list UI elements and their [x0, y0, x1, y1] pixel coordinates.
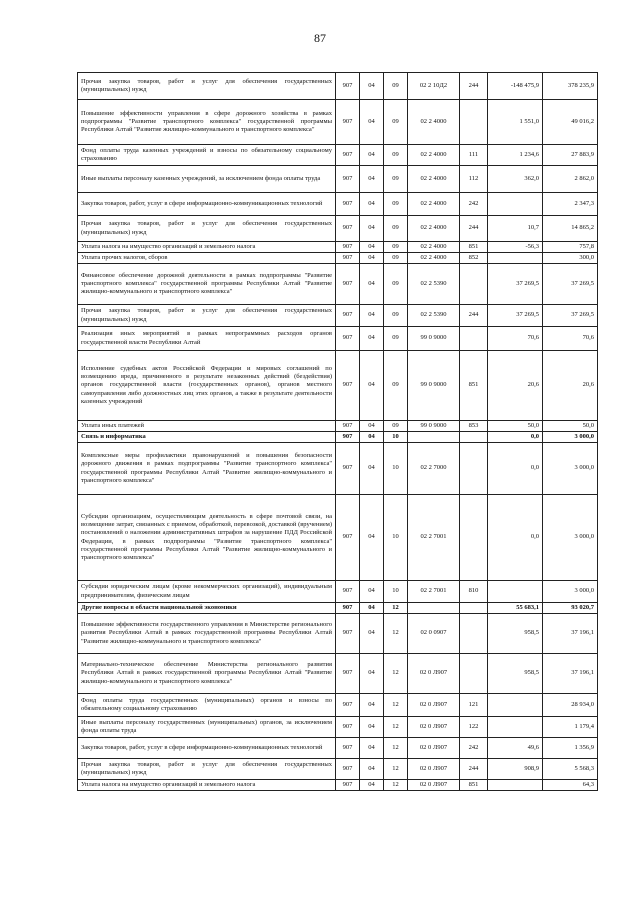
- change-amount: -148 475,9: [488, 73, 543, 100]
- expense-type-code: [460, 100, 488, 145]
- ministry-code: 907: [336, 738, 360, 759]
- expense-type-code: 121: [460, 694, 488, 717]
- change-amount: 1 551,0: [488, 100, 543, 145]
- budget-table: [77, 72, 598, 791]
- subsection-code: 09: [384, 216, 408, 242]
- target-item-code: 02 2 4000: [408, 145, 460, 166]
- table-row: [78, 443, 598, 495]
- change-amount: 362,0: [488, 166, 543, 193]
- ministry-code: 907: [336, 603, 360, 614]
- row-name: Фонд оплаты труда государственных (муниципальных) органов и взносы по обязательному социальному страхованию: [78, 694, 336, 717]
- section-code: 04: [360, 73, 384, 100]
- subsection-code: 12: [384, 717, 408, 738]
- total-amount: 3 000,0: [543, 432, 598, 443]
- target-item-code: 02 2 7001: [408, 581, 460, 603]
- ministry-code: 907: [336, 73, 360, 100]
- row-name: Иные выплаты персоналу казенных учреждений, за исключением фонда оплаты труда: [78, 166, 336, 193]
- row-name: Материально-техническое обеспечение Министерства регионального развития Республики Алтай в рамках государственной программы Республики Алтай "Развитие жилищно-коммунального и транспортного комплекса": [78, 654, 336, 694]
- expense-type-code: 122: [460, 717, 488, 738]
- table-row: [78, 100, 598, 145]
- change-amount: 49,6: [488, 738, 543, 759]
- subsection-code: 12: [384, 780, 408, 791]
- table-row: [78, 694, 598, 717]
- subsection-code: 09: [384, 253, 408, 264]
- total-amount: 37 196,1: [543, 654, 598, 694]
- table-row: [78, 432, 598, 443]
- target-item-code: 02 0 Л907: [408, 780, 460, 791]
- ministry-code: 907: [336, 100, 360, 145]
- subsection-code: 09: [384, 100, 408, 145]
- target-item-code: 02 2 4000: [408, 166, 460, 193]
- subsection-code: 09: [384, 264, 408, 305]
- ministry-code: 907: [336, 145, 360, 166]
- target-item-code: 02 0 Л907: [408, 694, 460, 717]
- total-amount: 64,3: [543, 780, 598, 791]
- expense-type-code: 851: [460, 242, 488, 253]
- ministry-code: 907: [336, 717, 360, 738]
- ministry-code: 907: [336, 581, 360, 603]
- expense-type-code: 853: [460, 421, 488, 432]
- total-amount: 2 862,0: [543, 166, 598, 193]
- table-row: [78, 253, 598, 264]
- row-name: Прочая закупка товаров, работ и услуг для обеспечения государственных (муниципальных) нужд: [78, 759, 336, 780]
- table-row: [78, 738, 598, 759]
- target-item-code: 99 0 9000: [408, 351, 460, 421]
- section-code: 04: [360, 780, 384, 791]
- row-name: Комплексные меры профилактики правонарушений и повышения безопасности дорожного движения в рамках подпрограммы "Развитие транспортного комплекса" государственной программы Республики Алтай "Развитие жилищно-коммунального и транспортного комплекса": [78, 443, 336, 495]
- section-code: 04: [360, 327, 384, 351]
- ministry-code: 907: [336, 193, 360, 216]
- expense-type-code: [460, 443, 488, 495]
- table-row: [78, 421, 598, 432]
- table-row: [78, 654, 598, 694]
- section-code: 04: [360, 581, 384, 603]
- ministry-code: 907: [336, 759, 360, 780]
- ministry-code: 907: [336, 253, 360, 264]
- section-code: 04: [360, 432, 384, 443]
- expense-type-code: [460, 432, 488, 443]
- table-row: [78, 614, 598, 654]
- subsection-code: 12: [384, 738, 408, 759]
- row-name: Закупка товаров, работ, услуг в сфере информационно-коммуникационных технологий: [78, 193, 336, 216]
- subsection-code: 12: [384, 759, 408, 780]
- total-amount: 20,6: [543, 351, 598, 421]
- target-item-code: 02 2 4000: [408, 216, 460, 242]
- change-amount: [488, 780, 543, 791]
- subsection-code: 09: [384, 305, 408, 327]
- ministry-code: 907: [336, 694, 360, 717]
- ministry-code: 907: [336, 780, 360, 791]
- expense-type-code: [460, 654, 488, 694]
- target-item-code: 99 0 9000: [408, 327, 460, 351]
- expense-type-code: 851: [460, 780, 488, 791]
- target-item-code: 02 0 Л907: [408, 717, 460, 738]
- ministry-code: 907: [336, 495, 360, 581]
- change-amount: 0,0: [488, 432, 543, 443]
- expense-type-code: 244: [460, 759, 488, 780]
- total-amount: 3 000,0: [543, 443, 598, 495]
- expense-type-code: [460, 603, 488, 614]
- total-amount: 3 000,0: [543, 581, 598, 603]
- section-code: 04: [360, 495, 384, 581]
- change-amount: 0,0: [488, 495, 543, 581]
- target-item-code: 02 2 4000: [408, 193, 460, 216]
- total-amount: 50,0: [543, 421, 598, 432]
- section-code: 04: [360, 193, 384, 216]
- expense-type-code: 244: [460, 305, 488, 327]
- total-amount: 2 347,3: [543, 193, 598, 216]
- section-code: 04: [360, 603, 384, 614]
- change-amount: 1 234,6: [488, 145, 543, 166]
- section-code: 04: [360, 717, 384, 738]
- table-row: [78, 305, 598, 327]
- total-amount: 1 179,4: [543, 717, 598, 738]
- subsection-code: 09: [384, 73, 408, 100]
- ministry-code: 907: [336, 166, 360, 193]
- row-name: Другие вопросы в области национальной экономики: [78, 603, 336, 614]
- expense-type-code: [460, 327, 488, 351]
- table-row: [78, 166, 598, 193]
- subsection-code: 09: [384, 193, 408, 216]
- subsection-code: 10: [384, 443, 408, 495]
- expense-type-code: [460, 264, 488, 305]
- target-item-code: 99 0 9000: [408, 421, 460, 432]
- row-name: Прочая закупка товаров, работ и услуг для обеспечения государственных (муниципальных) нужд: [78, 73, 336, 100]
- row-name: Прочая закупка товаров, работ и услуг для обеспечения государственных (муниципальных) нужд: [78, 216, 336, 242]
- section-code: 04: [360, 759, 384, 780]
- subsection-code: 12: [384, 694, 408, 717]
- expense-type-code: 242: [460, 193, 488, 216]
- expense-type-code: 851: [460, 351, 488, 421]
- target-item-code: 02 0 Л907: [408, 759, 460, 780]
- subsection-code: 09: [384, 351, 408, 421]
- ministry-code: 907: [336, 421, 360, 432]
- section-code: 04: [360, 100, 384, 145]
- row-name: Фонд оплаты труда казенных учреждений и взносы по обязательному социальному страхованию: [78, 145, 336, 166]
- expense-type-code: 242: [460, 738, 488, 759]
- target-item-code: 02 2 4000: [408, 253, 460, 264]
- row-name: Повышение эффективности государственного управления в Министерстве регионального развития Республики Алтай в рамках государственной программы Республики Алтай "Развитие жилищно-коммунального и транспортного комплекса": [78, 614, 336, 654]
- change-amount: 50,0: [488, 421, 543, 432]
- target-item-code: 02 2 5390: [408, 264, 460, 305]
- total-amount: 14 865,2: [543, 216, 598, 242]
- change-amount: [488, 717, 543, 738]
- row-name: Прочая закупка товаров, работ и услуг для обеспечения государственных (муниципальных) нужд: [78, 305, 336, 327]
- total-amount: 37 269,5: [543, 305, 598, 327]
- expense-type-code: 244: [460, 73, 488, 100]
- change-amount: [488, 193, 543, 216]
- table-row: [78, 193, 598, 216]
- expense-type-code: [460, 614, 488, 654]
- table-row: [78, 145, 598, 166]
- row-name: Уплата иных платежей: [78, 421, 336, 432]
- total-amount: 3 000,0: [543, 495, 598, 581]
- section-code: 04: [360, 443, 384, 495]
- row-name: Исполнение судебных актов Российской Федерации и мировых соглашений по возмещению вреда, причиненного в результате незаконных действий (бездействия) органов государственной власти (государственных органов), органов местного самоуправления либо должностных лиц этих органов, а также в результате деятельности казенных учреждений: [78, 351, 336, 421]
- total-amount: 1 356,9: [543, 738, 598, 759]
- table-row: [78, 495, 598, 581]
- target-item-code: 02 0 Л907: [408, 654, 460, 694]
- section-code: 04: [360, 614, 384, 654]
- ministry-code: 907: [336, 242, 360, 253]
- row-name: Закупка товаров, работ, услуг в сфере информационно-коммуникационных технологий: [78, 738, 336, 759]
- section-code: 04: [360, 305, 384, 327]
- ministry-code: 907: [336, 351, 360, 421]
- row-name: Реализация иных мероприятий в рамках непрограммных расходов органов государственной власти Республики Алтай: [78, 327, 336, 351]
- section-code: 04: [360, 253, 384, 264]
- expense-type-code: 244: [460, 216, 488, 242]
- table-row: [78, 264, 598, 305]
- subsection-code: 12: [384, 654, 408, 694]
- target-item-code: 02 2 5390: [408, 305, 460, 327]
- change-amount: 37 269,5: [488, 264, 543, 305]
- section-code: 04: [360, 145, 384, 166]
- target-item-code: [408, 432, 460, 443]
- target-item-code: 02 0 0907: [408, 614, 460, 654]
- ministry-code: 907: [336, 654, 360, 694]
- section-code: 04: [360, 351, 384, 421]
- expense-type-code: 112: [460, 166, 488, 193]
- subsection-code: 10: [384, 432, 408, 443]
- subsection-code: 09: [384, 242, 408, 253]
- expense-type-code: [460, 495, 488, 581]
- target-item-code: 02 0 Л907: [408, 738, 460, 759]
- ministry-code: 907: [336, 443, 360, 495]
- table-row: [78, 717, 598, 738]
- table-row: [78, 327, 598, 351]
- total-amount: 37 196,1: [543, 614, 598, 654]
- subsection-code: 09: [384, 166, 408, 193]
- target-item-code: 02 2 10Д2: [408, 73, 460, 100]
- ministry-code: 907: [336, 305, 360, 327]
- total-amount: 37 269,5: [543, 264, 598, 305]
- table-row: [78, 759, 598, 780]
- row-name: Уплата прочих налогов, сборов: [78, 253, 336, 264]
- expense-type-code: 810: [460, 581, 488, 603]
- expense-type-code: 852: [460, 253, 488, 264]
- change-amount: 55 683,1: [488, 603, 543, 614]
- change-amount: -56,3: [488, 242, 543, 253]
- table-row: [78, 351, 598, 421]
- subsection-code: 09: [384, 421, 408, 432]
- section-code: 04: [360, 242, 384, 253]
- table-row: [78, 581, 598, 603]
- table-row: [78, 216, 598, 242]
- change-amount: 10,7: [488, 216, 543, 242]
- row-name: Связь и информатика: [78, 432, 336, 443]
- section-code: 04: [360, 264, 384, 305]
- expense-type-code: 111: [460, 145, 488, 166]
- section-code: 04: [360, 694, 384, 717]
- section-code: 04: [360, 738, 384, 759]
- change-amount: [488, 581, 543, 603]
- subsection-code: 12: [384, 614, 408, 654]
- change-amount: 20,6: [488, 351, 543, 421]
- ministry-code: 907: [336, 432, 360, 443]
- change-amount: 958,5: [488, 614, 543, 654]
- target-item-code: 02 2 7001: [408, 495, 460, 581]
- total-amount: 5 568,3: [543, 759, 598, 780]
- row-name: Субсидии юридическим лицам (кроме некоммерческих организаций), индивидуальным предпринимателям, физическим лицам: [78, 581, 336, 603]
- ministry-code: 907: [336, 614, 360, 654]
- table-row: [78, 780, 598, 791]
- ministry-code: 907: [336, 216, 360, 242]
- change-amount: [488, 253, 543, 264]
- ministry-code: 907: [336, 264, 360, 305]
- change-amount: 0,0: [488, 443, 543, 495]
- total-amount: 757,8: [543, 242, 598, 253]
- section-code: 04: [360, 421, 384, 432]
- target-item-code: 02 2 4000: [408, 242, 460, 253]
- section-code: 04: [360, 216, 384, 242]
- subsection-code: 10: [384, 495, 408, 581]
- change-amount: [488, 694, 543, 717]
- row-name: Иные выплаты персоналу государственных (муниципальных) органов, за исключением фонда оплаты труда: [78, 717, 336, 738]
- section-code: 04: [360, 166, 384, 193]
- total-amount: 93 020,7: [543, 603, 598, 614]
- total-amount: 378 235,9: [543, 73, 598, 100]
- subsection-code: 12: [384, 603, 408, 614]
- subsection-code: 09: [384, 145, 408, 166]
- total-amount: 70,6: [543, 327, 598, 351]
- table-row: [78, 242, 598, 253]
- subsection-code: 10: [384, 581, 408, 603]
- target-item-code: 02 2 4000: [408, 100, 460, 145]
- row-name: Уплата налога на имущество организаций и земельного налога: [78, 780, 336, 791]
- row-name: Уплата налога на имущество организаций и земельного налога: [78, 242, 336, 253]
- total-amount: 27 883,9: [543, 145, 598, 166]
- total-amount: 49 016,2: [543, 100, 598, 145]
- target-item-code: 02 2 7000: [408, 443, 460, 495]
- change-amount: 70,6: [488, 327, 543, 351]
- total-amount: 28 934,0: [543, 694, 598, 717]
- ministry-code: 907: [336, 327, 360, 351]
- row-name: Финансовое обеспечение дорожной деятельности в рамках подпрограммы "Развитие транспортного комплекса" государственной программы Республики Алтай "Развитие жилищно-коммунального и транспортного комплекса": [78, 264, 336, 305]
- table-row: [78, 73, 598, 100]
- section-code: 04: [360, 654, 384, 694]
- row-name: Субсидии организациям, осуществляющим деятельность в сфере почтовой связи, на возмещение затрат, связанных с приемом, обработкой, перевозкой, доставкой (вручением) постановлений о наложении административных штрафов за нарушение ПДД Российской Федерации, в рамках подпрограммы "Развитие транспортного комплекса" государственной программы Республики Алтай "Развитие жилищно-коммунального и транспортного комплекса": [78, 495, 336, 581]
- subsection-code: 09: [384, 327, 408, 351]
- change-amount: 37 269,5: [488, 305, 543, 327]
- row-name: Повышение эффективности управления в сфере дорожного хозяйства в рамках подпрограммы "Развитие транспортного комплекса" государственной программы Республики Алтай "Развитие жилищно-коммунального и транспортного комплекса": [78, 100, 336, 145]
- table-row: [78, 603, 598, 614]
- target-item-code: [408, 603, 460, 614]
- total-amount: 300,0: [543, 253, 598, 264]
- change-amount: 958,5: [488, 654, 543, 694]
- change-amount: 908,9: [488, 759, 543, 780]
- page-number: 87: [314, 31, 326, 45]
